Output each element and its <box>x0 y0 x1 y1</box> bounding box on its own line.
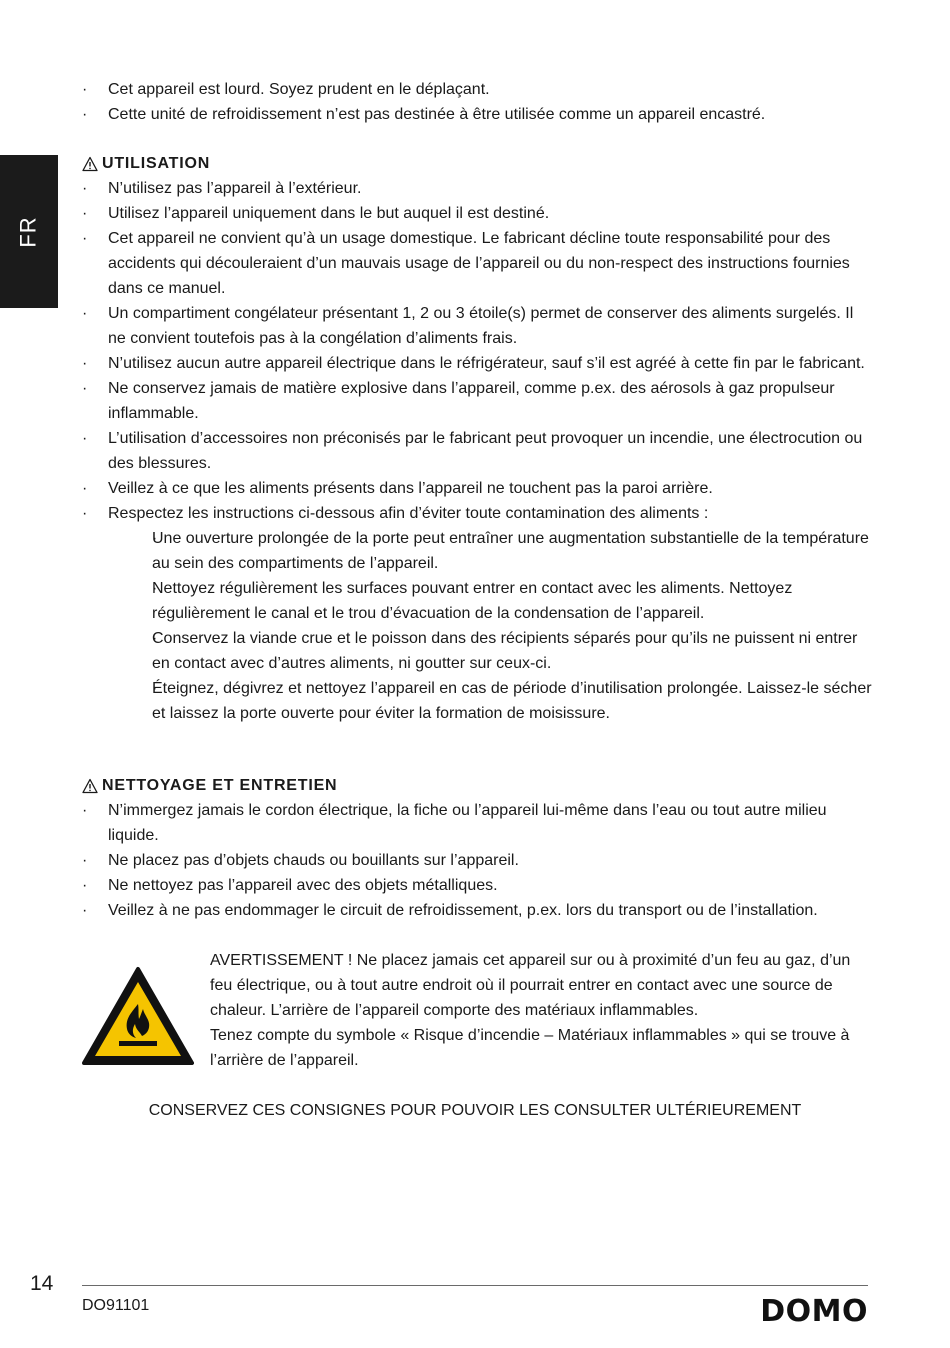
list-item: · L’utilisation d’accessoires non préconisés par le fabricant peut provoquer un incendie, une électrocution ou des blessures. <box>82 426 872 476</box>
flammable-warning-icon <box>82 966 194 1066</box>
sub-list-item: · Une ouverture prolongée de la porte peut entraîner une augmentation substantielle de la température au sein des compartiments de l’appareil. <box>152 526 872 576</box>
utilisation-heading <box>82 151 872 176</box>
list-item: · N’utilisez pas l’appareil à l’extérieur. <box>82 176 872 201</box>
warning-text <box>210 948 870 1073</box>
brand-logo: DOMO <box>760 1294 868 1329</box>
list-item: · Respectez les instructions ci-dessous afin d’éviter toute contamination des aliments : <box>82 501 872 526</box>
intro-section <box>82 77 872 127</box>
nettoyage-section <box>82 773 872 923</box>
list-item: · N’immergez jamais le cordon électrique, la fiche ou l’appareil lui-même dans l’eau ou tout autre milieu liquide. <box>82 798 872 848</box>
sub-list-item: · Nettoyez régulièrement les surfaces pouvant entrer en contact avec les aliments. Nettoyez régulièrement le canal et le trou d’évacuation de la condensation de l’appareil. <box>152 576 872 626</box>
flammable-warning <box>82 948 872 1078</box>
page-number: 14 <box>30 1272 54 1295</box>
sub-list-item: · Conservez la viande crue et le poisson dans des récipients séparés pour qu’ils ne puissent ni entrer en contact avec d’autres aliments, ni goutter sur ceux-ci. <box>152 626 872 676</box>
list-item: · Un compartiment congélateur présentant 1, 2 ou 3 étoile(s) permet de conserver des aliments surgelés. Il ne convient toutefois pas à la congélation d’aliments frais. <box>82 301 872 351</box>
list-item: · Veillez à ce que les aliments présents dans l’appareil ne touchent pas la paroi arrière. <box>82 476 872 501</box>
list-item: · Cet appareil ne convient qu’à un usage domestique. Le fabricant décline toute responsabilité pour des accidents qui découleraient d’un mauvais usage de l’appareil ou du non-respect des instructions fournies dans ce manuel. <box>82 226 872 301</box>
list-item: · Ne nettoyez pas l’appareil avec des objets métalliques. <box>82 873 872 898</box>
list-item: · Ne placez pas d’objets chauds ou bouillants sur l’appareil. <box>82 848 872 873</box>
warning-triangle-icon <box>82 778 98 794</box>
warning-triangle-icon <box>82 156 98 172</box>
list-item: · N’utilisez aucun autre appareil électrique dans le réfrigérateur, sauf s’il est agréé à cette fin par le fabricant. <box>82 351 872 376</box>
list-item: · Cette unité de refroidissement n’est pas destinée à être utilisée comme un appareil encastré. <box>82 102 872 127</box>
language-tab <box>0 155 58 308</box>
warning-paragraph-2: Tenez compte du symbole « Risque d’incendie – Matériaux inflammables » qui se trouve à l’arrière de l’appareil. <box>210 1027 850 1069</box>
list-item: · Cet appareil est lourd. Soyez prudent en le déplaçant. <box>82 77 872 102</box>
keep-instructions-notice: CONSERVEZ CES CONSIGNES POUR POUVOIR LES CONSULTER ULTÉRIEUREMENT <box>148 1102 802 1119</box>
utilisation-heading-text: UTILISATION <box>102 155 211 172</box>
warning-paragraph-1: AVERTISSEMENT ! Ne placez jamais cet appareil sur ou à proximité d’un feu au gaz, d’un feu électrique, ou à tout autre endroit où il pourrait entrer en contact avec une source de chaleur. L’arrière de l’appareil comporte des matériaux inflammables. <box>210 952 851 1019</box>
sub-list-item: · Éteignez, dégivrez et nettoyez l’appareil en cas de période d’inutilisation prolongée. Laissez-le sécher et laissez la porte ouverte pour éviter la formation de moisissure. <box>152 676 872 726</box>
list-item: · Ne conservez jamais de matière explosive dans l’appareil, comme p.ex. des aérosols à gaz propulseur inflammable. <box>82 376 872 426</box>
nettoyage-heading-text: NETTOYAGE ET ENTRETIEN <box>102 777 338 794</box>
list-item: · Veillez à ne pas endommager le circuit de refroidissement, p.ex. lors du transport ou de l’installation. <box>82 898 872 923</box>
model-number: DO91101 <box>82 1297 150 1314</box>
nettoyage-heading <box>82 773 872 798</box>
footer-divider <box>82 1285 868 1286</box>
language-tab-label: FR <box>15 215 41 248</box>
list-item: · Utilisez l’appareil uniquement dans le but auquel il est destiné. <box>82 201 872 226</box>
utilisation-section <box>82 151 872 726</box>
